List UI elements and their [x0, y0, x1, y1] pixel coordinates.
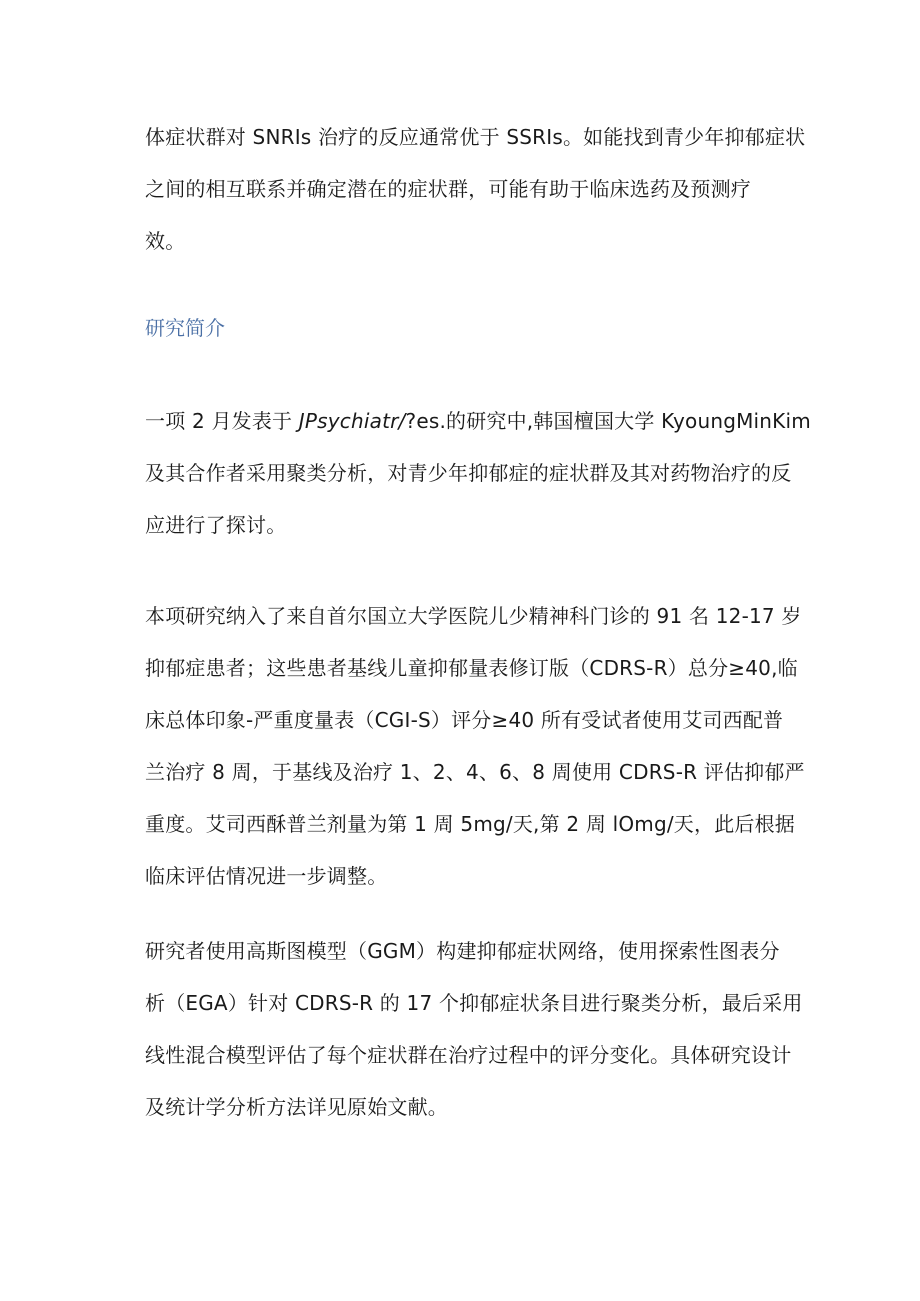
text-fragment: ?es.的研究中,韩国檀国大学 KyoungMinKim — [405, 409, 811, 433]
paragraph-analysis — [145, 925, 803, 1133]
text-line: 及其合作者采用聚类分析，对青少年抑郁症的症状群及其对药物治疗的反 — [145, 461, 792, 485]
paragraph-methods — [145, 590, 805, 902]
text-line: 重度。艾司西酥普兰剂量为第 1 周 5mg/天,第 2 周 lOmg/天，此后根据 — [145, 812, 796, 836]
text-fragment: 一项 2 月发表于 — [145, 409, 299, 433]
text-line: 临床评估情况进一步调整。 — [145, 864, 388, 888]
text-line: 之间的相互联系并确定潜在的症状群，可能有助于临床选药及预测疗 — [145, 177, 751, 201]
text-line: 本项研究纳入了来自首尔国立大学医院儿少精神科门诊的 91 名 12-17 岁 — [145, 604, 802, 628]
text-line: 析（EGA）针对 CDRS-R 的 17 个抑郁症状条目进行聚类分析，最后采用 — [145, 991, 803, 1015]
section-heading-block — [145, 302, 795, 354]
journal-name: JPsychiatr/ — [298, 409, 406, 433]
paragraph-study — [145, 395, 811, 551]
text-line: 床总体印象-严重度量表（CGI-S）评分≥40 所有受试者使用艾司西配普 — [145, 708, 784, 732]
text-line: 应进行了探讨。 — [145, 513, 287, 537]
text-line: 及统计学分析方法详见原始文献。 — [145, 1095, 448, 1119]
text-line: 研究者使用高斯图模型（GGM）构建抑郁症状网络，使用探索性图表分 — [145, 939, 780, 963]
section-heading: 研究简介 — [145, 316, 225, 340]
text-line: 效。 — [145, 229, 186, 253]
text-line: 兰治疗 8 周，于基线及治疗 1、2、4、6、8 周使用 CDRS-R 评估抑郁严 — [145, 760, 805, 784]
text-line: 抑郁症患者；这些患者基线儿童抑郁量表修订版（CDRS-R）总分≥40,临 — [145, 656, 798, 680]
text-line — [145, 395, 811, 447]
text-line: 体症状群对 SNRIs 治疗的反应通常优于 SSRIs。如能找到青少年抑郁症状 — [145, 125, 806, 149]
text-line: 线性混合模型评估了每个症状群在治疗过程中的评分变化。具体研究设计 — [145, 1043, 792, 1067]
paragraph-intro — [145, 111, 806, 267]
